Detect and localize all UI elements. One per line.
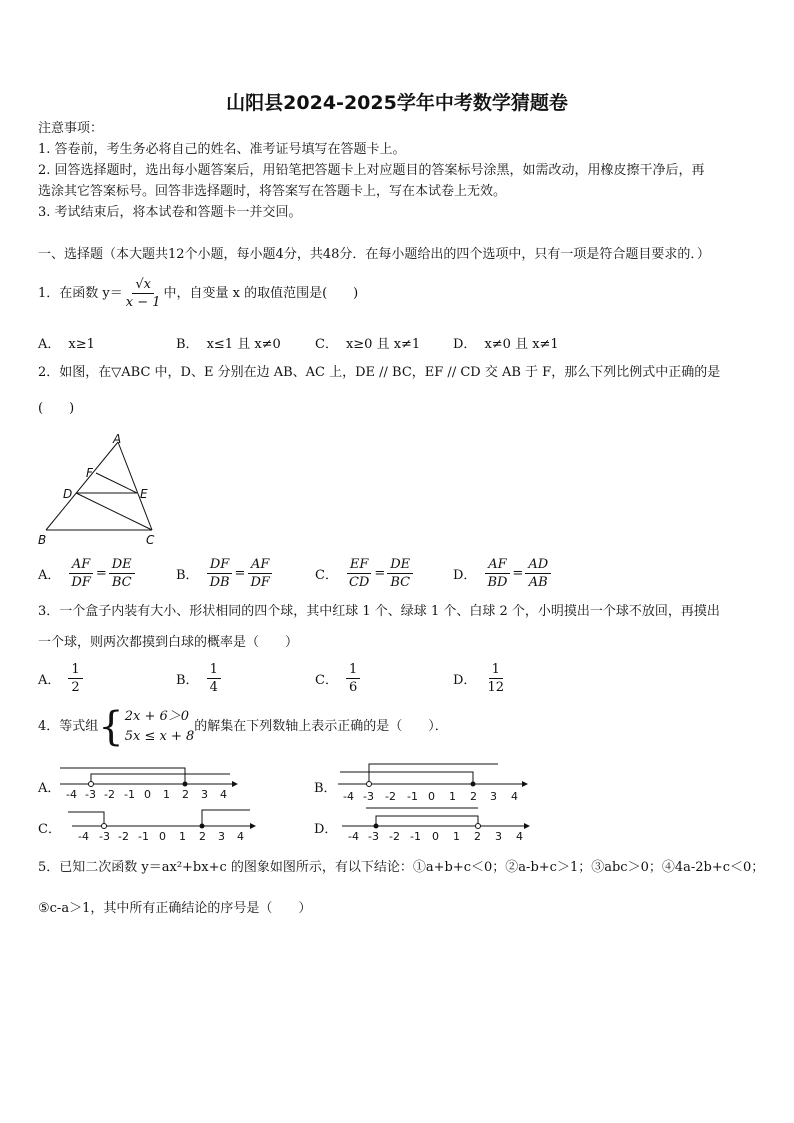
tick-label: 3 xyxy=(495,830,502,843)
question-4 xyxy=(38,704,448,750)
number-line-c xyxy=(64,804,256,846)
q1-suffix: 中，自变量 x 的取值范围是( ) xyxy=(163,285,359,301)
point-d-label: D xyxy=(63,487,73,501)
inequality-system xyxy=(98,704,195,750)
point-e-label: E xyxy=(140,487,148,501)
tick-label: -4 xyxy=(66,788,77,801)
q3-line2: 一个球，则两次都摸到白球的概率是（ ） xyxy=(38,635,299,650)
edge-ab xyxy=(46,442,118,530)
q4-option-a[interactable]: A． xyxy=(38,781,61,796)
q1-numerator: √x xyxy=(132,276,154,294)
triangle-figure xyxy=(36,432,166,550)
q2-paren: ( ) xyxy=(38,401,75,416)
tick-label: 3 xyxy=(490,790,497,803)
notice-item: 1. 答卷前，考生务必将自己的姓名、准考证号填写在答题卡上。 xyxy=(38,142,406,157)
tick-label: -1 xyxy=(138,830,149,843)
point-f-label: F xyxy=(86,466,93,480)
notice-item: 选涂其它答案标号。回答非选择题时，将答案写在答题卡上，写在本试卷上无效。 xyxy=(38,184,507,199)
tick-label: -2 xyxy=(118,830,129,843)
question-1 xyxy=(38,276,358,311)
notice-item: 3. 考试结束后，将本试卷和答题卡一并交回。 xyxy=(38,205,302,220)
q1-fraction xyxy=(123,276,164,311)
q3-option-d[interactable]: D． $\frac{1}{12}$ xyxy=(453,662,504,695)
vertex-c-label: C xyxy=(146,533,155,547)
q4-option-c[interactable]: C． xyxy=(38,822,61,837)
q2-text: 2．如图，在▽ABC 中，D、E 分别在边 AB、AC 上，DE // BC，EF // CD 交 AB 于 F，那么下列比例式中正确的是 xyxy=(38,365,721,380)
section-heading: 一、选择题（本大题共12个小题，每小题4分，共48分．在每小题给出的四个选项中，只有一项是符合题目要求的．） xyxy=(38,247,710,262)
q5-line1: 5．已知二次函数 y＝ax²+bx+c 的图象如图所示，有以下结论：①a+b+c＜0；②a-b+c＞1；③abc＞0；④4a-2b+c＜0； xyxy=(38,860,764,875)
q4-option-b[interactable]: B． xyxy=(314,781,337,796)
tick-label: 4 xyxy=(511,790,518,803)
tick-label: 2 xyxy=(470,790,477,803)
tick-label: 2 xyxy=(474,830,481,843)
q4-eq1: 2x + 6＞0 xyxy=(124,709,190,724)
q4-suffix: 的解集在下列数轴上表示正确的是（ ）． xyxy=(194,719,448,734)
tick-label: 0 xyxy=(144,788,151,801)
tick-label: 2 xyxy=(182,788,189,801)
q4-prefix: 4．等式组 xyxy=(38,719,99,734)
tick-label: -2 xyxy=(104,788,115,801)
tick-label: 1 xyxy=(179,830,186,843)
tick-label: -3 xyxy=(368,830,379,843)
vertex-a-label: A xyxy=(113,432,122,446)
q1-option-c[interactable]: C． x≥0 且 x≠1 xyxy=(315,337,421,352)
number-line-d xyxy=(338,804,530,846)
q3-line1: 3．一个盒子内装有大小、形状相同的四个球，其中红球 1 个、绿球 1 个、白球 2 个，小明摸出一个球不放回，再摸出 xyxy=(38,604,720,619)
q1-denominator: x − 1 xyxy=(125,295,161,310)
q3-option-a[interactable]: A． $\frac{1}{2}$ xyxy=(38,661,83,696)
tick-label: 1 xyxy=(453,830,460,843)
q3-option-b[interactable]: B． $\frac{1}{4}$ xyxy=(176,661,221,696)
q1-option-a[interactable]: A． x≥1 xyxy=(38,337,95,352)
q3-option-c[interactable]: C． $\frac{1}{6}$ xyxy=(315,661,360,696)
q1-option-b[interactable]: B． x≤1 且 x≠0 xyxy=(176,337,281,352)
tick-label: -3 xyxy=(99,830,110,843)
tick-label: 4 xyxy=(237,830,244,843)
page-title: 山阳县2024-2025学年中考数学猜题卷 xyxy=(226,92,568,114)
tick-label: -3 xyxy=(85,788,96,801)
tick-label: -3 xyxy=(363,790,374,803)
q1-option-d[interactable]: D． x≠0 且 x≠1 xyxy=(453,337,559,352)
tick-label: 0 xyxy=(432,830,439,843)
q4-eq2: 5x ≤ x + 8 xyxy=(124,729,195,744)
tick-label: 3 xyxy=(218,830,225,843)
tick-label: 0 xyxy=(428,790,435,803)
number-line-a xyxy=(58,762,238,804)
q1-prefix: 1．在函数 y＝ xyxy=(38,285,123,301)
tick-label: -1 xyxy=(407,790,418,803)
tick-label: -4 xyxy=(343,790,354,803)
tick-label: 2 xyxy=(199,830,206,843)
tick-label: 3 xyxy=(201,788,208,801)
tick-label: -1 xyxy=(124,788,135,801)
q2-option-a[interactable]: A． $\frac{AF}{DF}$ = $\frac{DE}{BC}$ xyxy=(38,556,135,591)
tick-label: 1 xyxy=(163,788,170,801)
tick-label: 4 xyxy=(220,788,227,801)
tick-label: 4 xyxy=(516,830,523,843)
q4-option-d[interactable]: D． xyxy=(314,822,338,837)
vertex-b-label: B xyxy=(38,533,47,547)
tick-label: 0 xyxy=(159,830,166,843)
tick-label: -2 xyxy=(389,830,400,843)
notice-heading: 注意事项： xyxy=(38,121,104,136)
brace-icon: { xyxy=(98,704,124,750)
q5-line2: ⑤c-a＞1，其中所有正确结论的序号是（ ） xyxy=(38,901,312,916)
tick-label: -4 xyxy=(78,830,89,843)
tick-label: -2 xyxy=(385,790,396,803)
notice-item: 2. 回答选择题时，选出每小题答案后，用铅笔把答题卡上对应题目的答案标号涂黑，如需改动，用橡皮擦干净后，再 xyxy=(38,163,705,178)
number-line-b xyxy=(336,760,528,806)
q2-option-d[interactable]: D． $\frac{AF}{BD}$ = $\frac{AD}{AB}$ xyxy=(453,556,551,591)
tick-label: 1 xyxy=(449,790,456,803)
q2-option-b[interactable]: B． $\frac{DF}{DB}$ = $\frac{AF}{DF}$ xyxy=(176,556,273,591)
tick-label: -4 xyxy=(348,830,359,843)
q2-option-c[interactable]: C． $\frac{EF}{CD}$ = $\frac{DE}{BC}$ xyxy=(315,556,413,591)
tick-label: -1 xyxy=(410,830,421,843)
